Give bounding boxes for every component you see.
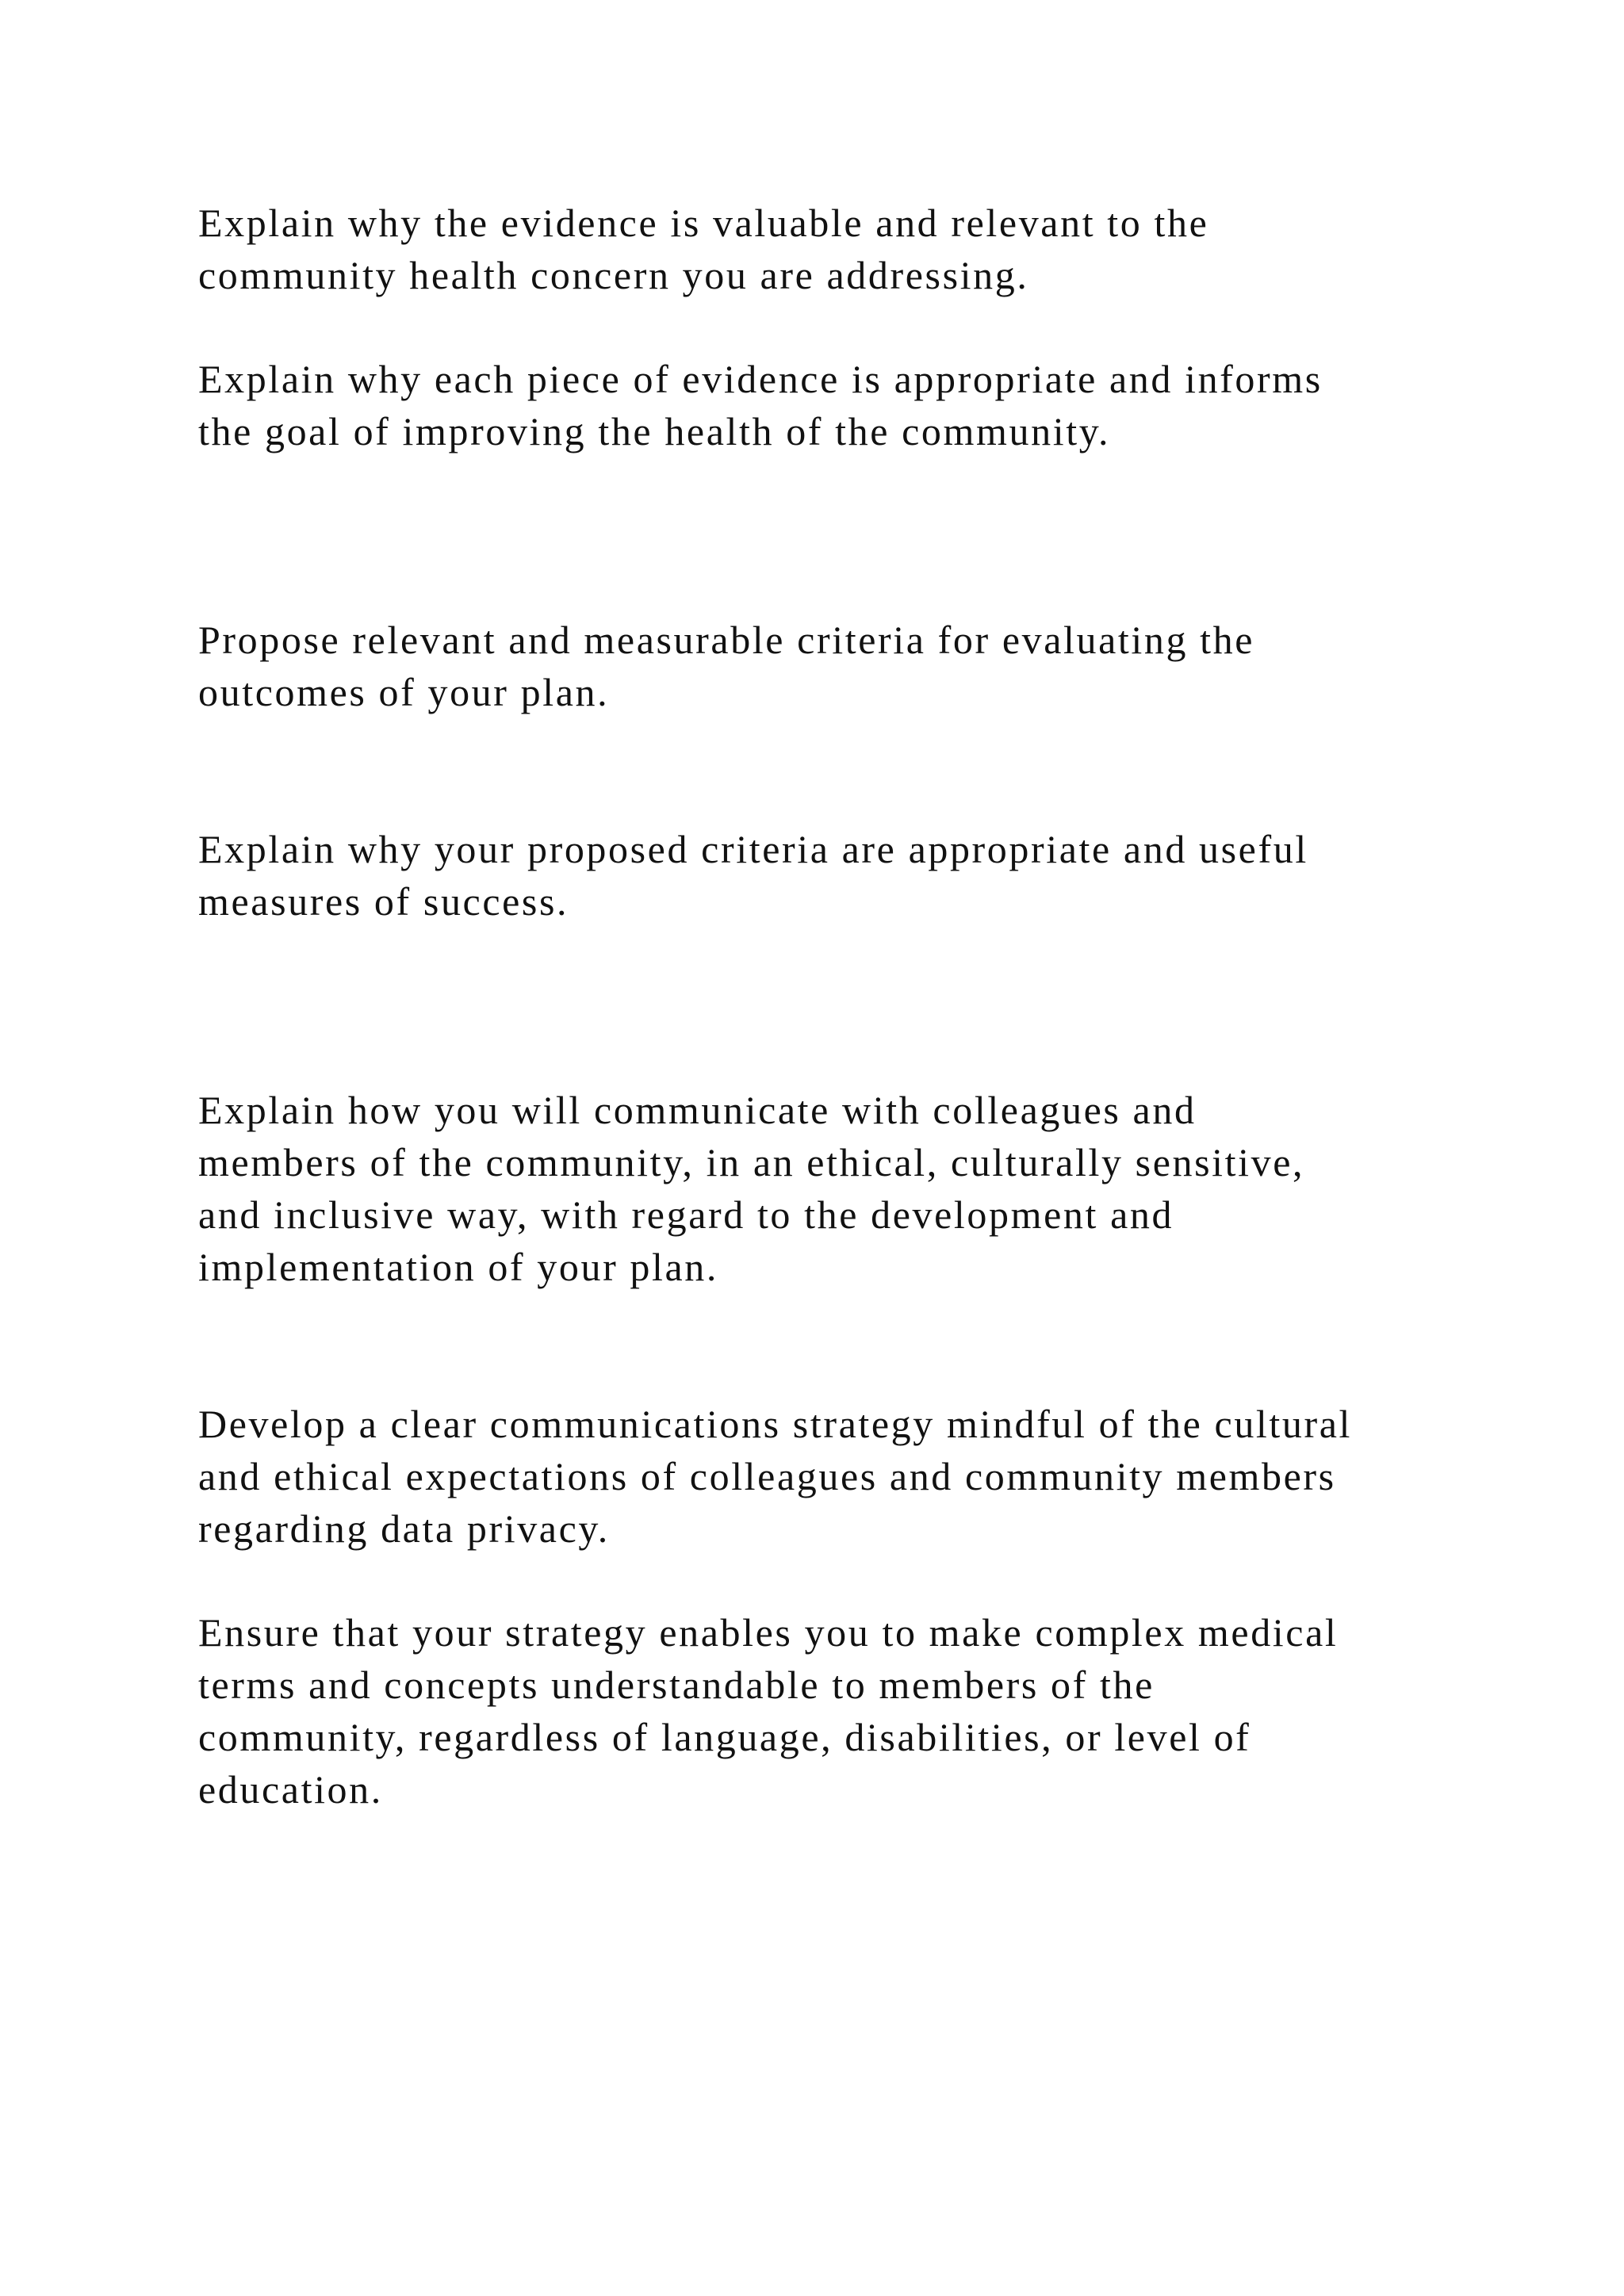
- paragraph-communicate: [198, 1084, 1499, 1293]
- text-line: education.: [198, 1767, 383, 1812]
- text-line: Develop a clear communications strategy mindful of the cultural: [198, 1402, 1353, 1446]
- text-line: Explain how you will communicate with colleagues and: [198, 1088, 1197, 1132]
- text-line: the goal of improving the health of the community.: [198, 409, 1111, 453]
- text-line: outcomes of your plan.: [198, 670, 610, 714]
- text-line: measures of success.: [198, 879, 569, 924]
- paragraph-criteria-appropriate: [198, 823, 1499, 928]
- paragraph-ensure-strategy: [198, 1606, 1499, 1816]
- text-line: members of the community, in an ethical, culturally sensitive,: [198, 1140, 1305, 1184]
- text-line: and ethical expectations of colleagues and community members: [198, 1454, 1336, 1498]
- text-line: terms and concepts understandable to members of the: [198, 1663, 1155, 1707]
- text-line: Ensure that your strategy enables you to make complex medical: [198, 1610, 1339, 1655]
- text-line: Explain why your proposed criteria are appropriate and useful: [198, 827, 1308, 871]
- text-line: Propose relevant and measurable criteria for evaluating the: [198, 618, 1255, 662]
- paragraph-propose-criteria: [198, 614, 1499, 718]
- paragraph-communications-strategy: [198, 1398, 1499, 1555]
- text-line: regarding data privacy.: [198, 1506, 610, 1551]
- paragraph-evidence-value: [198, 197, 1499, 301]
- text-line: implementation of your plan.: [198, 1245, 719, 1289]
- text-line: community health concern you are addressing.: [198, 253, 1029, 297]
- paragraph-evidence-appropriate: [198, 353, 1499, 457]
- text-line: and inclusive way, with regard to the development and: [198, 1192, 1174, 1237]
- text-line: Explain why the evidence is valuable and relevant to the: [198, 201, 1209, 245]
- text-line: community, regardless of language, disabilities, or level of: [198, 1715, 1251, 1759]
- text-line: Explain why each piece of evidence is appropriate and informs: [198, 357, 1323, 401]
